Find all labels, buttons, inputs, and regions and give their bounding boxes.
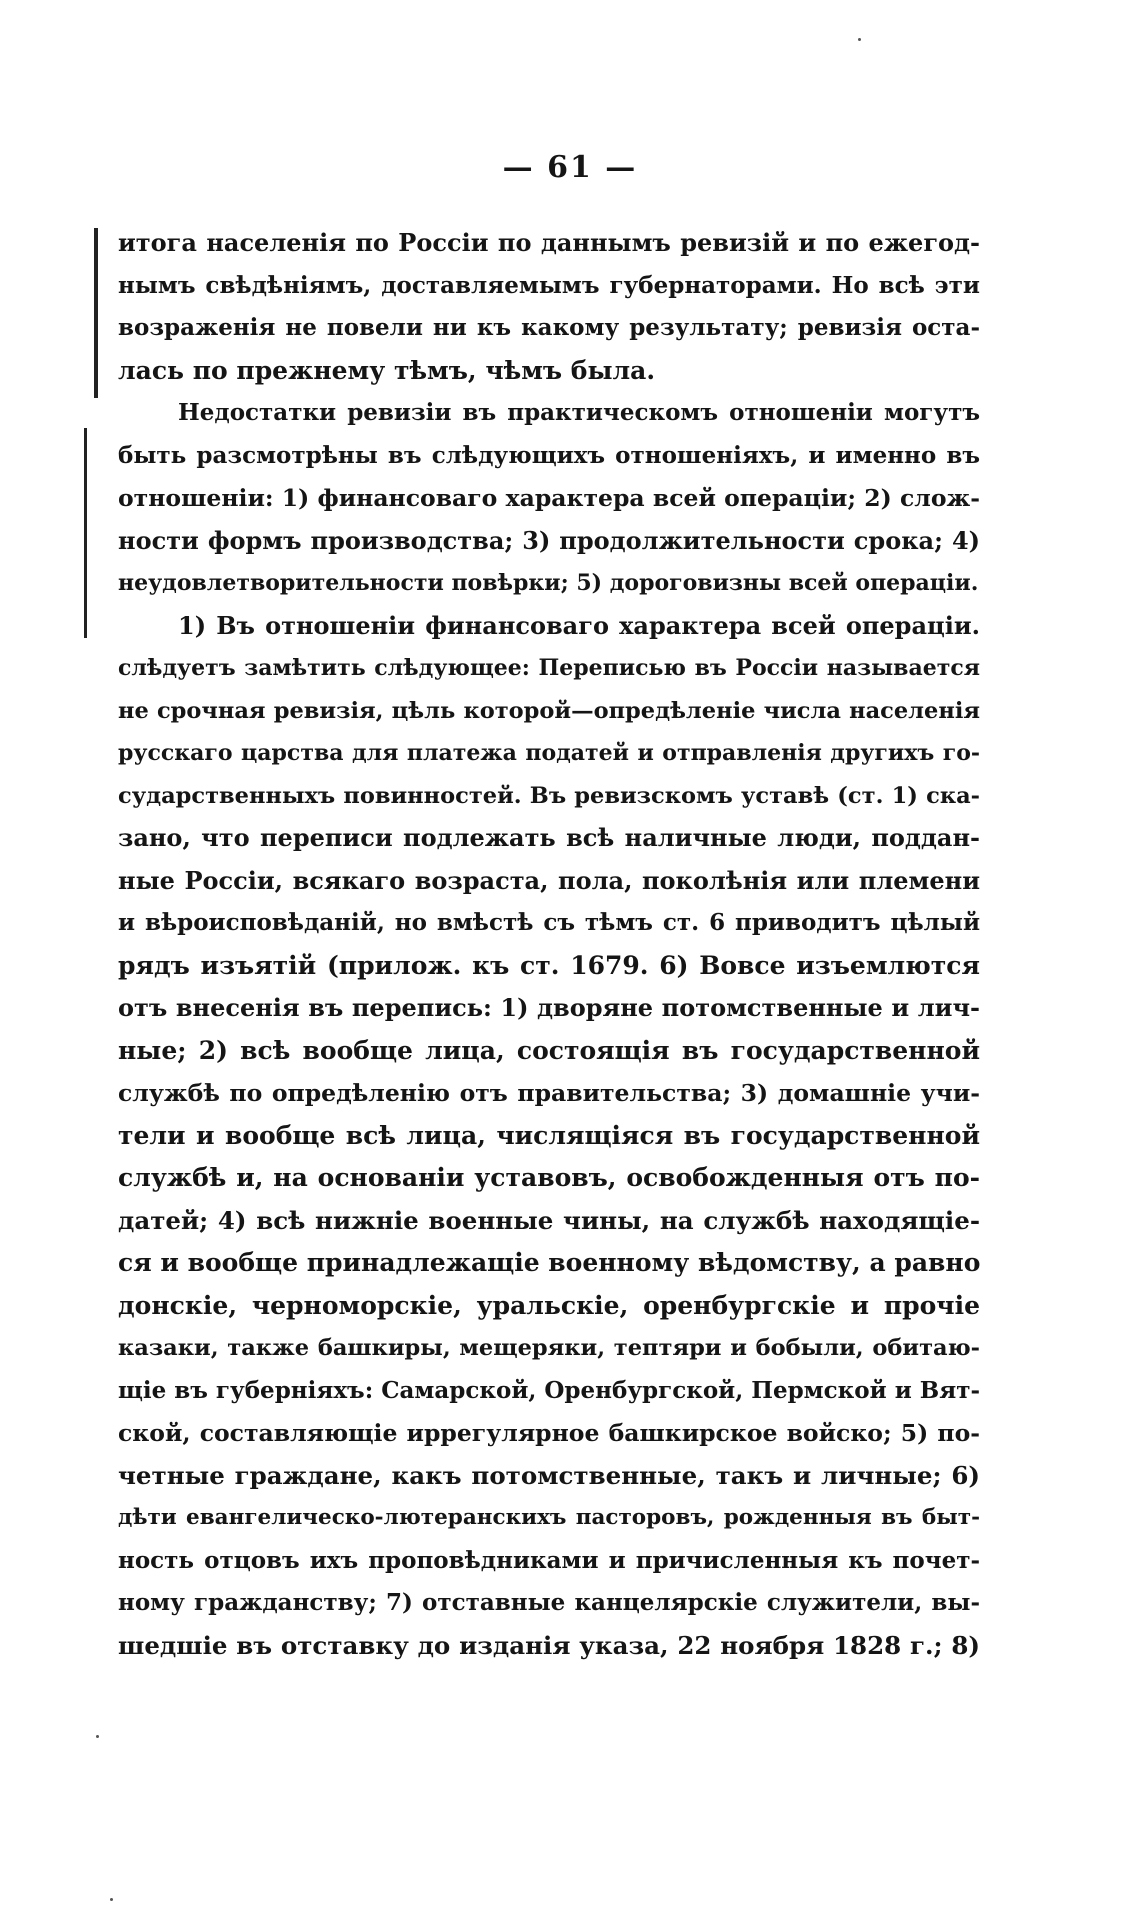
scan-speck [96, 1735, 99, 1738]
text-line: зано, что переписи подлежать всѣ наличные люди, поддан- [118, 823, 980, 852]
text-line: ность отцовъ ихъ проповѣдниками и причисленныя къ почет- [118, 1546, 980, 1574]
text-line: итога населенія по Россіи по даннымъ ревизій и по ежегод- [118, 228, 980, 257]
text-line: Недостатки ревизіи въ практическомъ отношеніи могутъ [178, 399, 980, 426]
text-line: сударственныхъ повинностей. Въ ревизскомъ уставѣ (ст. 1) ска- [118, 782, 980, 809]
text-line: не срочная ревизія, цѣль которой—опредѣленіе числа населенія [118, 697, 980, 724]
text-line: отношеніи: 1) финансоваго характера всей операціи; 2) слож- [118, 484, 980, 512]
scan-speck [110, 1898, 113, 1901]
text-line: щіе въ губерніяхъ: Самарской, Оренбургской, Пермской и Вят- [118, 1376, 980, 1404]
text-line: ности формъ производства; 3) продолжительности срока; 4) [118, 525, 980, 555]
text-line: рядъ изъятій (прилож. къ ст. 1679. 6) Вовсе изъемлются [118, 950, 980, 980]
text-line: четные граждане, какъ потомственные, такъ и личные; 6) [118, 1460, 980, 1490]
margin-mark [94, 228, 98, 398]
text-line: русскаго царства для платежа податей и отправленія другихъ го- [118, 740, 980, 766]
text-line: неудовлетворительности повѣрки; 5) дороговизны всей операціи. [118, 570, 979, 596]
text-line: службѣ по опредѣленію отъ правительства; 3) домашніе учи- [118, 1079, 980, 1107]
text-line: и вѣроисповѣданій, но вмѣстѣ съ тѣмъ ст. 6 приводитъ цѣлый [118, 909, 980, 936]
text-line: тели и вообще всѣ лица, числящіяся въ государственной [118, 1120, 980, 1150]
text-line: службѣ и, на основаніи уставовъ, освобожденныя отъ по- [118, 1163, 980, 1192]
text-line: дѣти евангелическо-лютеранскихъ пасторовъ, рожденныя въ быт- [118, 1505, 980, 1530]
scan-speck [858, 38, 861, 41]
text-line: возраженія не повели ни къ какому результату; ревизія оста- [118, 314, 980, 341]
text-line: ные; 2) всѣ вообще лица, состоящія въ государственной [118, 1035, 980, 1065]
text-line: ные Россіи, всякаго возраста, пола, поколѣнія или племени [118, 865, 980, 895]
text-line: казаки, также башкиры, мещеряки, тептяри и бобыли, обитаю- [118, 1335, 980, 1361]
margin-mark [84, 428, 87, 638]
text-line: датей; 4) всѣ нижніе военные чины, на службѣ находящіе- [118, 1205, 980, 1235]
text-line: слѣдуетъ замѣтить слѣдующее: Переписью въ Россіи называется [118, 655, 980, 681]
text-line: отъ внесенія въ перепись: 1) дворяне потомственные и лич- [118, 993, 980, 1022]
text-line: лась по прежнему тѣмъ, чѣмъ была. [118, 355, 656, 385]
text-line: донскіе, черноморскіе, уральскіе, оренбургскіе и прочіе [118, 1290, 980, 1320]
text-line: ному гражданству; 7) отставные канцелярскіе служители, вы- [118, 1589, 980, 1616]
page-number: — 61 — [502, 150, 638, 185]
text-line: нымъ свѣдѣніямъ, доставляемымъ губернаторами. Но всѣ эти [118, 271, 980, 299]
text-line: ской, составляющіе иррегулярное башкирское войско; 5) по- [118, 1419, 980, 1447]
text-line: быть разсмотрѣны въ слѣдующихъ отношеніяхъ, и именно въ [118, 441, 980, 469]
text-line: 1) Въ отношеніи финансоваго характера всей операціи. [178, 610, 980, 640]
text-line: ся и вообще принадлежащіе военному вѣдомству, а равно [118, 1248, 980, 1277]
text-line: шедшіе въ отставку до изданія указа, 22 ноября 1828 г.; 8) [118, 1630, 980, 1660]
body-text [118, 222, 980, 1667]
